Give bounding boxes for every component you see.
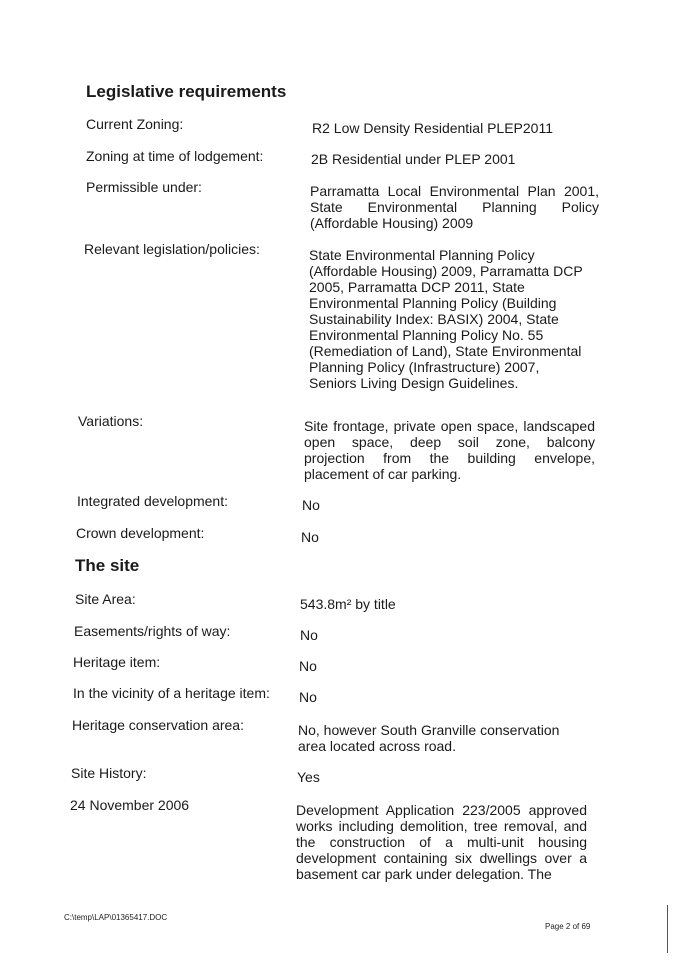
- label-site-area: Site Area:: [75, 591, 136, 607]
- label-heritage-item: Heritage item:: [73, 654, 161, 670]
- value-site-history: Yes: [297, 769, 320, 785]
- footer-file-path: C:\temp\LAP\01365417.DOC: [64, 913, 168, 922]
- value-easements: No: [300, 627, 318, 643]
- value-permissible-under: Parramatta Local Environmental Plan 2001, State Environmental Planning Policy (Affordable Housing) 2009: [310, 183, 599, 231]
- value-heritage-vicinity: No: [299, 689, 317, 705]
- value-current-zoning: R2 Low Density Residential PLEP2011: [312, 120, 553, 136]
- label-heritage-conservation-area: Heritage conservation area:: [72, 717, 244, 733]
- label-heritage-vicinity: In the vicinity of a heritage item:: [73, 685, 270, 701]
- scan-edge-line: [667, 905, 668, 953]
- value-variations: Site frontage, private open space, landscaped open space, deep soil zone, balcony projection from the building envelope, placement of car parking.: [304, 418, 595, 482]
- label-relevant-legislation: Relevant legislation/policies:: [84, 241, 260, 257]
- label-site-history: Site History:: [71, 765, 147, 781]
- label-crown-development: Crown development:: [76, 525, 205, 541]
- value-site-area: 543.8m² by title: [300, 596, 396, 612]
- value-crown-development: No: [301, 529, 319, 545]
- value-heritage-conservation-area: No, however South Granville conservation area located across road.: [298, 722, 560, 754]
- label-variations: Variations:: [78, 413, 144, 429]
- section-heading-site: The site: [75, 556, 140, 575]
- label-current-zoning: Current Zoning:: [86, 116, 184, 132]
- value-zoning-at-lodgement: 2B Residential under PLEP 2001: [311, 151, 516, 167]
- label-zoning-at-lodgement: Zoning at time of lodgement:: [86, 148, 264, 164]
- label-permissible-under: Permissible under:: [86, 179, 202, 195]
- value-heritage-item: No: [299, 658, 317, 674]
- label-integrated-development: Integrated development:: [77, 493, 228, 509]
- value-relevant-legislation: State Environmental Planning Policy (Affordable Housing) 2009, Parramatta DCP 2005, Parramatta DCP 2011, State Environmental Planning Policy (Building Sustainability Index: BASIX) 2004, State Environmental Planning Policy No. 55 (Remediation of Land), State Environmental Planning Policy (Infrastructure) 2007, Seniors Living Design Guidelines.: [309, 247, 583, 391]
- footer-page-number: Page 2 of 69: [545, 922, 591, 931]
- value-integrated-development: No: [302, 497, 320, 513]
- label-easements: Easements/rights of way:: [74, 623, 231, 639]
- section-heading-legislative: Legislative requirements: [86, 82, 287, 101]
- value-history-entry: Development Application 223/2005 approved works including demolition, tree removal, and the construction of a multi-unit housing development containing six dwellings over a basement car park under delegation. The: [296, 802, 587, 882]
- label-history-date: 24 November 2006: [70, 797, 190, 813]
